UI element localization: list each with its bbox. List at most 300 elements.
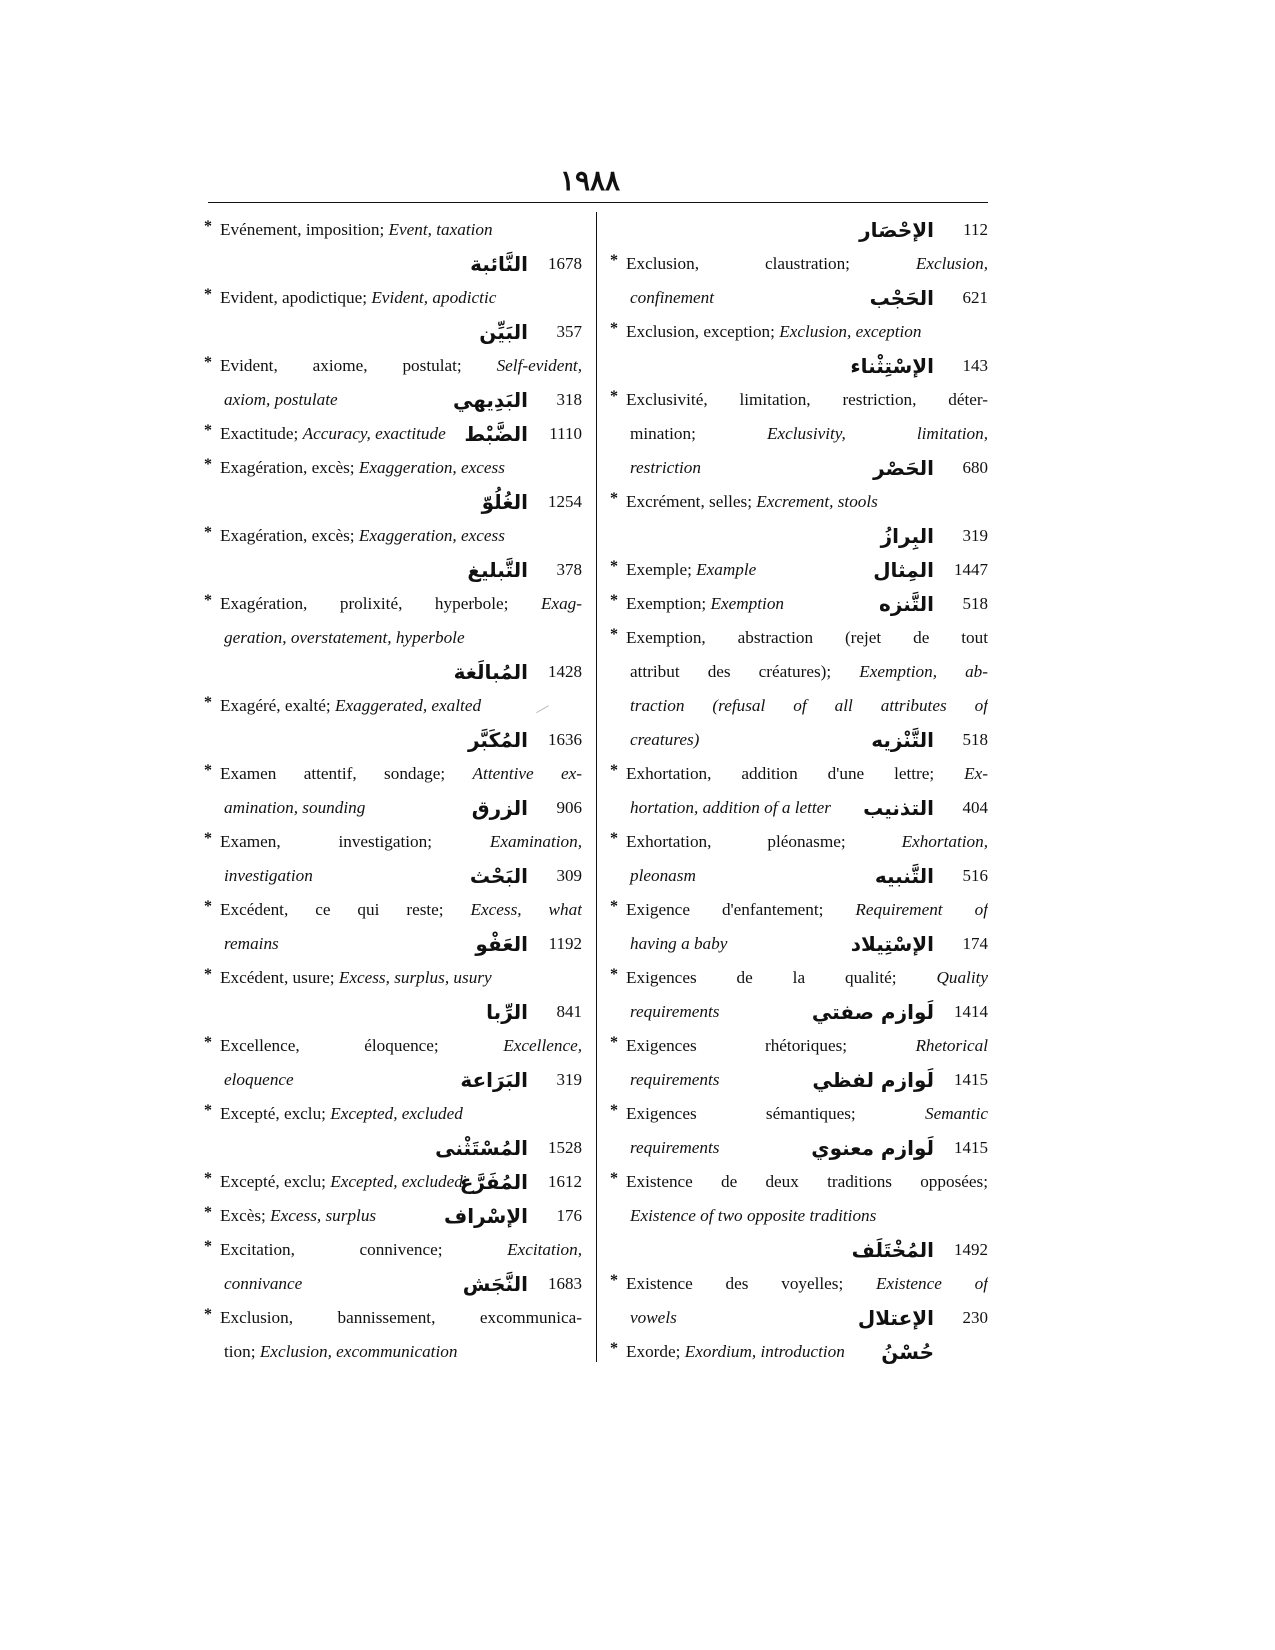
right-column (610, 213, 988, 1369)
arabic-term: التَّنْزيه (871, 728, 934, 752)
bullet-marker: * (610, 626, 618, 643)
french-term: Exclusion, exception; (626, 322, 780, 341)
page-reference: 230 (962, 1308, 988, 1327)
bullet-marker: * (204, 592, 212, 609)
english-term: requirements (630, 1070, 720, 1089)
arabic-term: الإسْتِثْناء (850, 354, 934, 378)
bullet-marker: * (610, 320, 618, 337)
entry-line (610, 689, 988, 723)
entry-line (610, 1301, 988, 1335)
english-term: investigation (224, 866, 313, 885)
entry-line (204, 281, 582, 315)
dictionary-entry (610, 553, 988, 587)
arabic-term: التَّنبيه (874, 864, 934, 888)
entry-text (220, 281, 582, 315)
dictionary-entry (204, 689, 582, 757)
dictionary-entry (204, 1199, 582, 1233)
french-term: Existence de deux traditions opposées; (626, 1172, 988, 1191)
dictionary-entry (610, 315, 988, 383)
dictionary-entry (204, 587, 582, 689)
page-reference: 906 (556, 798, 582, 817)
entry-text (630, 859, 988, 893)
english-term: confinement (630, 288, 714, 307)
english-term: Excess, what (470, 900, 582, 919)
page-reference: 318 (556, 390, 582, 409)
dictionary-entry (610, 825, 988, 893)
entry-line (204, 621, 582, 655)
entry-text (220, 961, 582, 995)
entry-line (610, 417, 988, 451)
french-term: Existence des voyelles; (626, 1274, 877, 1293)
entry-text (220, 689, 582, 723)
entry-line (610, 961, 988, 995)
arabic-term: المُفَرَّغ (459, 1170, 528, 1194)
entry-text (220, 1301, 582, 1335)
entry-text (220, 1233, 582, 1267)
arabic-term: البِرازُ (880, 524, 934, 548)
entry-line (204, 587, 582, 621)
entry-line (204, 1063, 582, 1097)
entry-text (220, 349, 582, 383)
bullet-marker: * (204, 1034, 212, 1051)
bullet-marker: * (610, 1340, 618, 1357)
english-term: Quality (936, 968, 988, 987)
entry-text (626, 1267, 988, 1301)
bullet-marker: * (610, 558, 618, 575)
entry-line (204, 485, 582, 519)
french-term: Exhortation, pléonasme; (626, 832, 902, 851)
entry-text (220, 893, 582, 927)
page-reference: 518 (962, 594, 988, 613)
entry-text (630, 655, 988, 689)
entry-line (204, 927, 582, 961)
left-column (204, 213, 582, 1369)
entry-line (610, 383, 988, 417)
dictionary-entry (204, 349, 582, 417)
english-term: eloquence (224, 1070, 294, 1089)
entry-text (220, 587, 582, 621)
dictionary-entry (204, 961, 582, 1029)
page-reference: 1447 (954, 560, 988, 579)
bullet-marker: * (610, 830, 618, 847)
bullet-marker: * (610, 252, 618, 269)
entry-text (630, 1131, 988, 1165)
entry-line (204, 519, 582, 553)
page-reference: 112 (963, 220, 988, 239)
entry-line (610, 1165, 988, 1199)
arabic-term: البَيِّن (479, 320, 528, 344)
french-term: Evident, apodictique; (220, 288, 372, 307)
entry-line (204, 1165, 582, 1199)
arabic-term: التَّنزه (879, 592, 934, 616)
french-term: Exorde; (626, 1342, 685, 1361)
french-term: Exigences de la qualité; (626, 968, 937, 987)
french-term: Exhortation, addition d'une lettre; (626, 764, 965, 783)
english-term: Excess, surplus, usury (338, 968, 492, 987)
french-term: mination; (630, 424, 767, 443)
entry-line (610, 893, 988, 927)
page-reference: 174 (962, 934, 988, 953)
dictionary-entry (610, 587, 988, 621)
entry-line (610, 825, 988, 859)
english-term: Exclusion, excommunication (259, 1342, 458, 1361)
french-term: tion; (224, 1342, 260, 1361)
french-term: Evident, axiome, postulat; (220, 356, 497, 375)
entry-line (204, 995, 582, 1029)
bullet-marker: * (204, 1204, 212, 1221)
english-term: Exaggerated, exalted (335, 696, 482, 715)
arabic-term: الحَجْب (869, 286, 934, 310)
entry-line (610, 1063, 988, 1097)
english-term: Exemption (710, 594, 785, 613)
bullet-marker: * (610, 1170, 618, 1187)
english-term: geration, overstatement, hyperbole (224, 628, 465, 647)
bullet-marker: * (204, 762, 212, 779)
english-term: Exaggeration, excess (358, 526, 505, 545)
entry-line (204, 1199, 582, 1233)
entry-line (610, 757, 988, 791)
english-term: Exag- (540, 594, 582, 613)
french-term: Exigence d'enfantement; (626, 900, 856, 919)
french-term: Exclusion, claustration; (626, 254, 916, 273)
entry-text (220, 519, 582, 553)
french-term: Exclusivité, limitation, restriction, déter- (626, 390, 988, 409)
french-term: Excrément, selles; (626, 492, 757, 511)
english-term: Event, taxation (388, 220, 493, 239)
english-term: Excess, surplus (270, 1206, 377, 1225)
entry-text (626, 1097, 988, 1131)
french-term: Exagération, excès; (220, 526, 359, 545)
entry-line (204, 791, 582, 825)
entry-text (626, 383, 988, 417)
arabic-term: المُكَبَّر (467, 728, 528, 752)
page-reference: 841 (556, 1002, 582, 1021)
english-term: Exclusion, (915, 254, 988, 273)
french-term: Examen, investigation; (220, 832, 490, 851)
entry-line (204, 1301, 582, 1335)
page-reference: 1192 (548, 934, 582, 953)
page-reference: 1110 (549, 424, 582, 443)
english-term: hortation, addition of a letter (630, 798, 831, 817)
bullet-marker: * (204, 456, 212, 473)
page-number: ١٩٨٨ (559, 166, 621, 197)
bullet-marker: * (610, 966, 618, 983)
english-term: Excepted, excluded (330, 1104, 463, 1123)
entry-line (610, 859, 988, 893)
page-reference: 404 (962, 798, 988, 817)
entry-line (204, 417, 582, 451)
entry-line (204, 553, 582, 587)
entry-text (220, 451, 582, 485)
entry-line (610, 213, 988, 247)
page-reference: 518 (962, 730, 988, 749)
entry-line (610, 1335, 988, 1369)
entry-text (220, 1097, 582, 1131)
page-reference: 1415 (954, 1138, 988, 1157)
page-reference: 1528 (548, 1138, 582, 1157)
page-reference: 319 (962, 526, 988, 545)
entry-line (610, 791, 988, 825)
dictionary-entry (610, 383, 988, 485)
bullet-marker: * (204, 1238, 212, 1255)
english-term: Examination, (489, 832, 582, 851)
english-term: Existence of (876, 1274, 988, 1293)
dictionary-entry (204, 213, 582, 281)
entry-line (204, 893, 582, 927)
bullet-marker: * (204, 1102, 212, 1119)
french-term: Excepté, exclu; (220, 1104, 331, 1123)
entry-text (220, 213, 582, 247)
english-term: Rhetorical (915, 1036, 988, 1055)
page-reference: 680 (962, 458, 988, 477)
entry-text (630, 1063, 988, 1097)
french-term: Excepté, exclu; (220, 1172, 331, 1191)
entry-line (204, 247, 582, 281)
page-reference: 1414 (954, 1002, 988, 1021)
english-term: Semantic (924, 1104, 988, 1123)
dictionary-entry (610, 1165, 988, 1267)
arabic-term: العَفْو (475, 932, 528, 956)
entry-line (204, 1335, 582, 1369)
arabic-term: الإسْتِيلاد (850, 932, 934, 956)
english-term: Exaggeration, excess (358, 458, 505, 477)
english-term: restriction (630, 458, 701, 477)
bullet-marker: * (610, 762, 618, 779)
english-term: Excellence, (503, 1036, 582, 1055)
entry-line (610, 587, 988, 621)
entry-text (630, 281, 988, 315)
entry-line (610, 655, 988, 689)
entry-line (204, 1233, 582, 1267)
page-reference: 516 (962, 866, 988, 885)
entry-text (626, 485, 988, 519)
dictionary-entry (610, 893, 988, 961)
bullet-marker: * (610, 1034, 618, 1051)
entry-text (224, 621, 582, 655)
bullet-marker: * (204, 422, 212, 439)
entry-line (610, 247, 988, 281)
entry-line (610, 553, 988, 587)
english-term: Attentive ex- (472, 764, 582, 783)
arabic-term: المُسْتَثْنى (435, 1136, 528, 1160)
entry-text (626, 757, 988, 791)
dictionary-entry (204, 451, 582, 519)
english-term: Exclusivity, limitation, (767, 424, 988, 443)
english-term: requirements (630, 1138, 720, 1157)
bullet-marker: * (204, 830, 212, 847)
entry-line (204, 757, 582, 791)
entry-text (626, 315, 988, 349)
dictionary-entry (204, 757, 582, 825)
entry-line (204, 315, 582, 349)
english-term: Excrement, stools (756, 492, 878, 511)
dictionary-entry (610, 485, 988, 553)
arabic-term: حُسْنُ (881, 1340, 934, 1364)
entry-text (630, 791, 988, 825)
page-reference: 621 (962, 288, 988, 307)
entry-line (610, 1267, 988, 1301)
arabic-term: التذنيب (863, 796, 934, 820)
dictionary-entry (610, 1267, 988, 1335)
french-term: attribut des créatures); (630, 662, 860, 681)
french-term: Exagération, excès; (220, 458, 359, 477)
entry-line (204, 349, 582, 383)
english-term: Example (696, 560, 757, 579)
entry-line (204, 451, 582, 485)
page-reference: 378 (556, 560, 582, 579)
entry-text (220, 757, 582, 791)
page-reference: 1678 (548, 254, 582, 273)
entry-text (220, 1029, 582, 1063)
arabic-term: النَّائبة (470, 252, 528, 276)
entry-line (204, 961, 582, 995)
dictionary-entry (610, 1335, 988, 1369)
entry-line (204, 1097, 582, 1131)
arabic-term: المُخْتَلَف (851, 1238, 934, 1262)
entry-line (610, 621, 988, 655)
arabic-term: البَحْث (469, 864, 528, 888)
entry-text (224, 927, 582, 961)
english-term: traction (refusal of all attributes of (630, 696, 988, 715)
entry-line (610, 927, 988, 961)
entry-text (626, 1029, 988, 1063)
column-divider (596, 212, 597, 1362)
entry-line (610, 281, 988, 315)
dictionary-entry (610, 961, 988, 1029)
french-term: Excès; (220, 1206, 271, 1225)
english-term: creatures) (630, 730, 700, 749)
arabic-term: لَوازم صفتي (811, 1000, 934, 1024)
french-term: Examen attentif, sondage; (220, 764, 473, 783)
entry-line (610, 1199, 988, 1233)
page-reference: 319 (556, 1070, 582, 1089)
entry-text (224, 859, 582, 893)
entry-line (204, 1131, 582, 1165)
page-reference: 176 (556, 1206, 582, 1225)
french-term: Exigences sémantiques; (626, 1104, 925, 1123)
dictionary-entry (204, 519, 582, 587)
entry-line (204, 1029, 582, 1063)
entry-text (626, 621, 988, 655)
french-term: Exagération, prolixité, hyperbole; (220, 594, 541, 613)
entry-line (610, 1097, 988, 1131)
entry-line (610, 485, 988, 519)
entry-text (630, 1301, 988, 1335)
dictionary-entry (204, 825, 582, 893)
english-term: vowels (630, 1308, 677, 1327)
dictionary-entry (204, 1301, 582, 1369)
french-term: Exemple; (626, 560, 697, 579)
english-term: requirements (630, 1002, 720, 1021)
arabic-term: لَوازم لفظي (812, 1068, 934, 1092)
entry-text (630, 723, 988, 757)
entry-line (204, 655, 582, 689)
bullet-marker: * (204, 524, 212, 541)
bullet-marker: * (610, 388, 618, 405)
entry-text (224, 791, 582, 825)
entry-text (630, 995, 988, 1029)
bullet-marker: * (204, 354, 212, 371)
bullet-marker: * (610, 592, 618, 609)
page-reference: 1492 (954, 1240, 988, 1259)
entry-line (610, 995, 988, 1029)
entry-line (204, 689, 582, 723)
bullet-marker: * (204, 966, 212, 983)
entry-text (626, 893, 988, 927)
dictionary-entry (204, 1097, 582, 1165)
english-term: remains (224, 934, 279, 953)
english-term: connivance (224, 1274, 303, 1293)
arabic-term: لَوازم معنوي (811, 1136, 934, 1160)
english-term: Self-evident, (496, 356, 582, 375)
english-term: Excitation, (507, 1240, 582, 1259)
dictionary-entry (204, 417, 582, 451)
bullet-marker: * (204, 218, 212, 235)
entry-line (204, 383, 582, 417)
entry-text (630, 1199, 988, 1233)
arabic-term: الإسْراف (444, 1204, 528, 1228)
page-reference: 143 (962, 356, 988, 375)
arabic-term: الرِّبا (486, 1000, 528, 1024)
bullet-marker: * (610, 1102, 618, 1119)
arabic-term: المُبالَغة (453, 660, 528, 684)
dictionary-entry (204, 281, 582, 349)
header-rule (208, 202, 988, 203)
entry-line (610, 349, 988, 383)
dictionary-entry (610, 757, 988, 825)
english-term: Ex- (964, 764, 988, 783)
page-reference: 1415 (954, 1070, 988, 1089)
french-term: Exclusion, bannissement, excommunica- (220, 1308, 582, 1327)
page-reference: 309 (556, 866, 582, 885)
page-reference: 1683 (548, 1274, 582, 1293)
bullet-marker: * (204, 286, 212, 303)
entry-line (204, 859, 582, 893)
entry-line (610, 1029, 988, 1063)
arabic-term: الضَّبْط (464, 422, 528, 446)
bullet-marker: * (204, 1170, 212, 1187)
arabic-term: الغُلُوّ (481, 490, 528, 514)
arabic-term: الإعتلال (857, 1306, 934, 1330)
entry-text (224, 1335, 582, 1369)
french-term: Exactitude; (220, 424, 303, 443)
entry-line (204, 723, 582, 757)
dictionary-entry (610, 621, 988, 757)
page-reference: 1636 (548, 730, 582, 749)
arabic-term: المِثال (873, 558, 934, 582)
arabic-term: الإحْصَار (859, 218, 934, 242)
english-term: Exclusion, exception (779, 322, 922, 341)
dictionary-entry (610, 1097, 988, 1165)
page-reference: 1428 (548, 662, 582, 681)
entry-line (204, 825, 582, 859)
arabic-term: البَدِيهي (452, 388, 528, 412)
entry-text (224, 1267, 582, 1301)
entry-text (626, 1165, 988, 1199)
dictionary-entry (204, 1029, 582, 1097)
entry-line (204, 1267, 582, 1301)
entry-text (630, 927, 988, 961)
dictionary-entry (204, 1165, 582, 1199)
bullet-marker: * (610, 1272, 618, 1289)
french-term: Excédent, usure; (220, 968, 339, 987)
entry-line (610, 315, 988, 349)
arabic-term: التَّبليغ (467, 558, 528, 582)
bullet-marker: * (204, 694, 212, 711)
english-term: Exordium, introduction (684, 1342, 845, 1361)
page-reference: 1254 (548, 492, 582, 511)
english-term: having a baby (630, 934, 728, 953)
